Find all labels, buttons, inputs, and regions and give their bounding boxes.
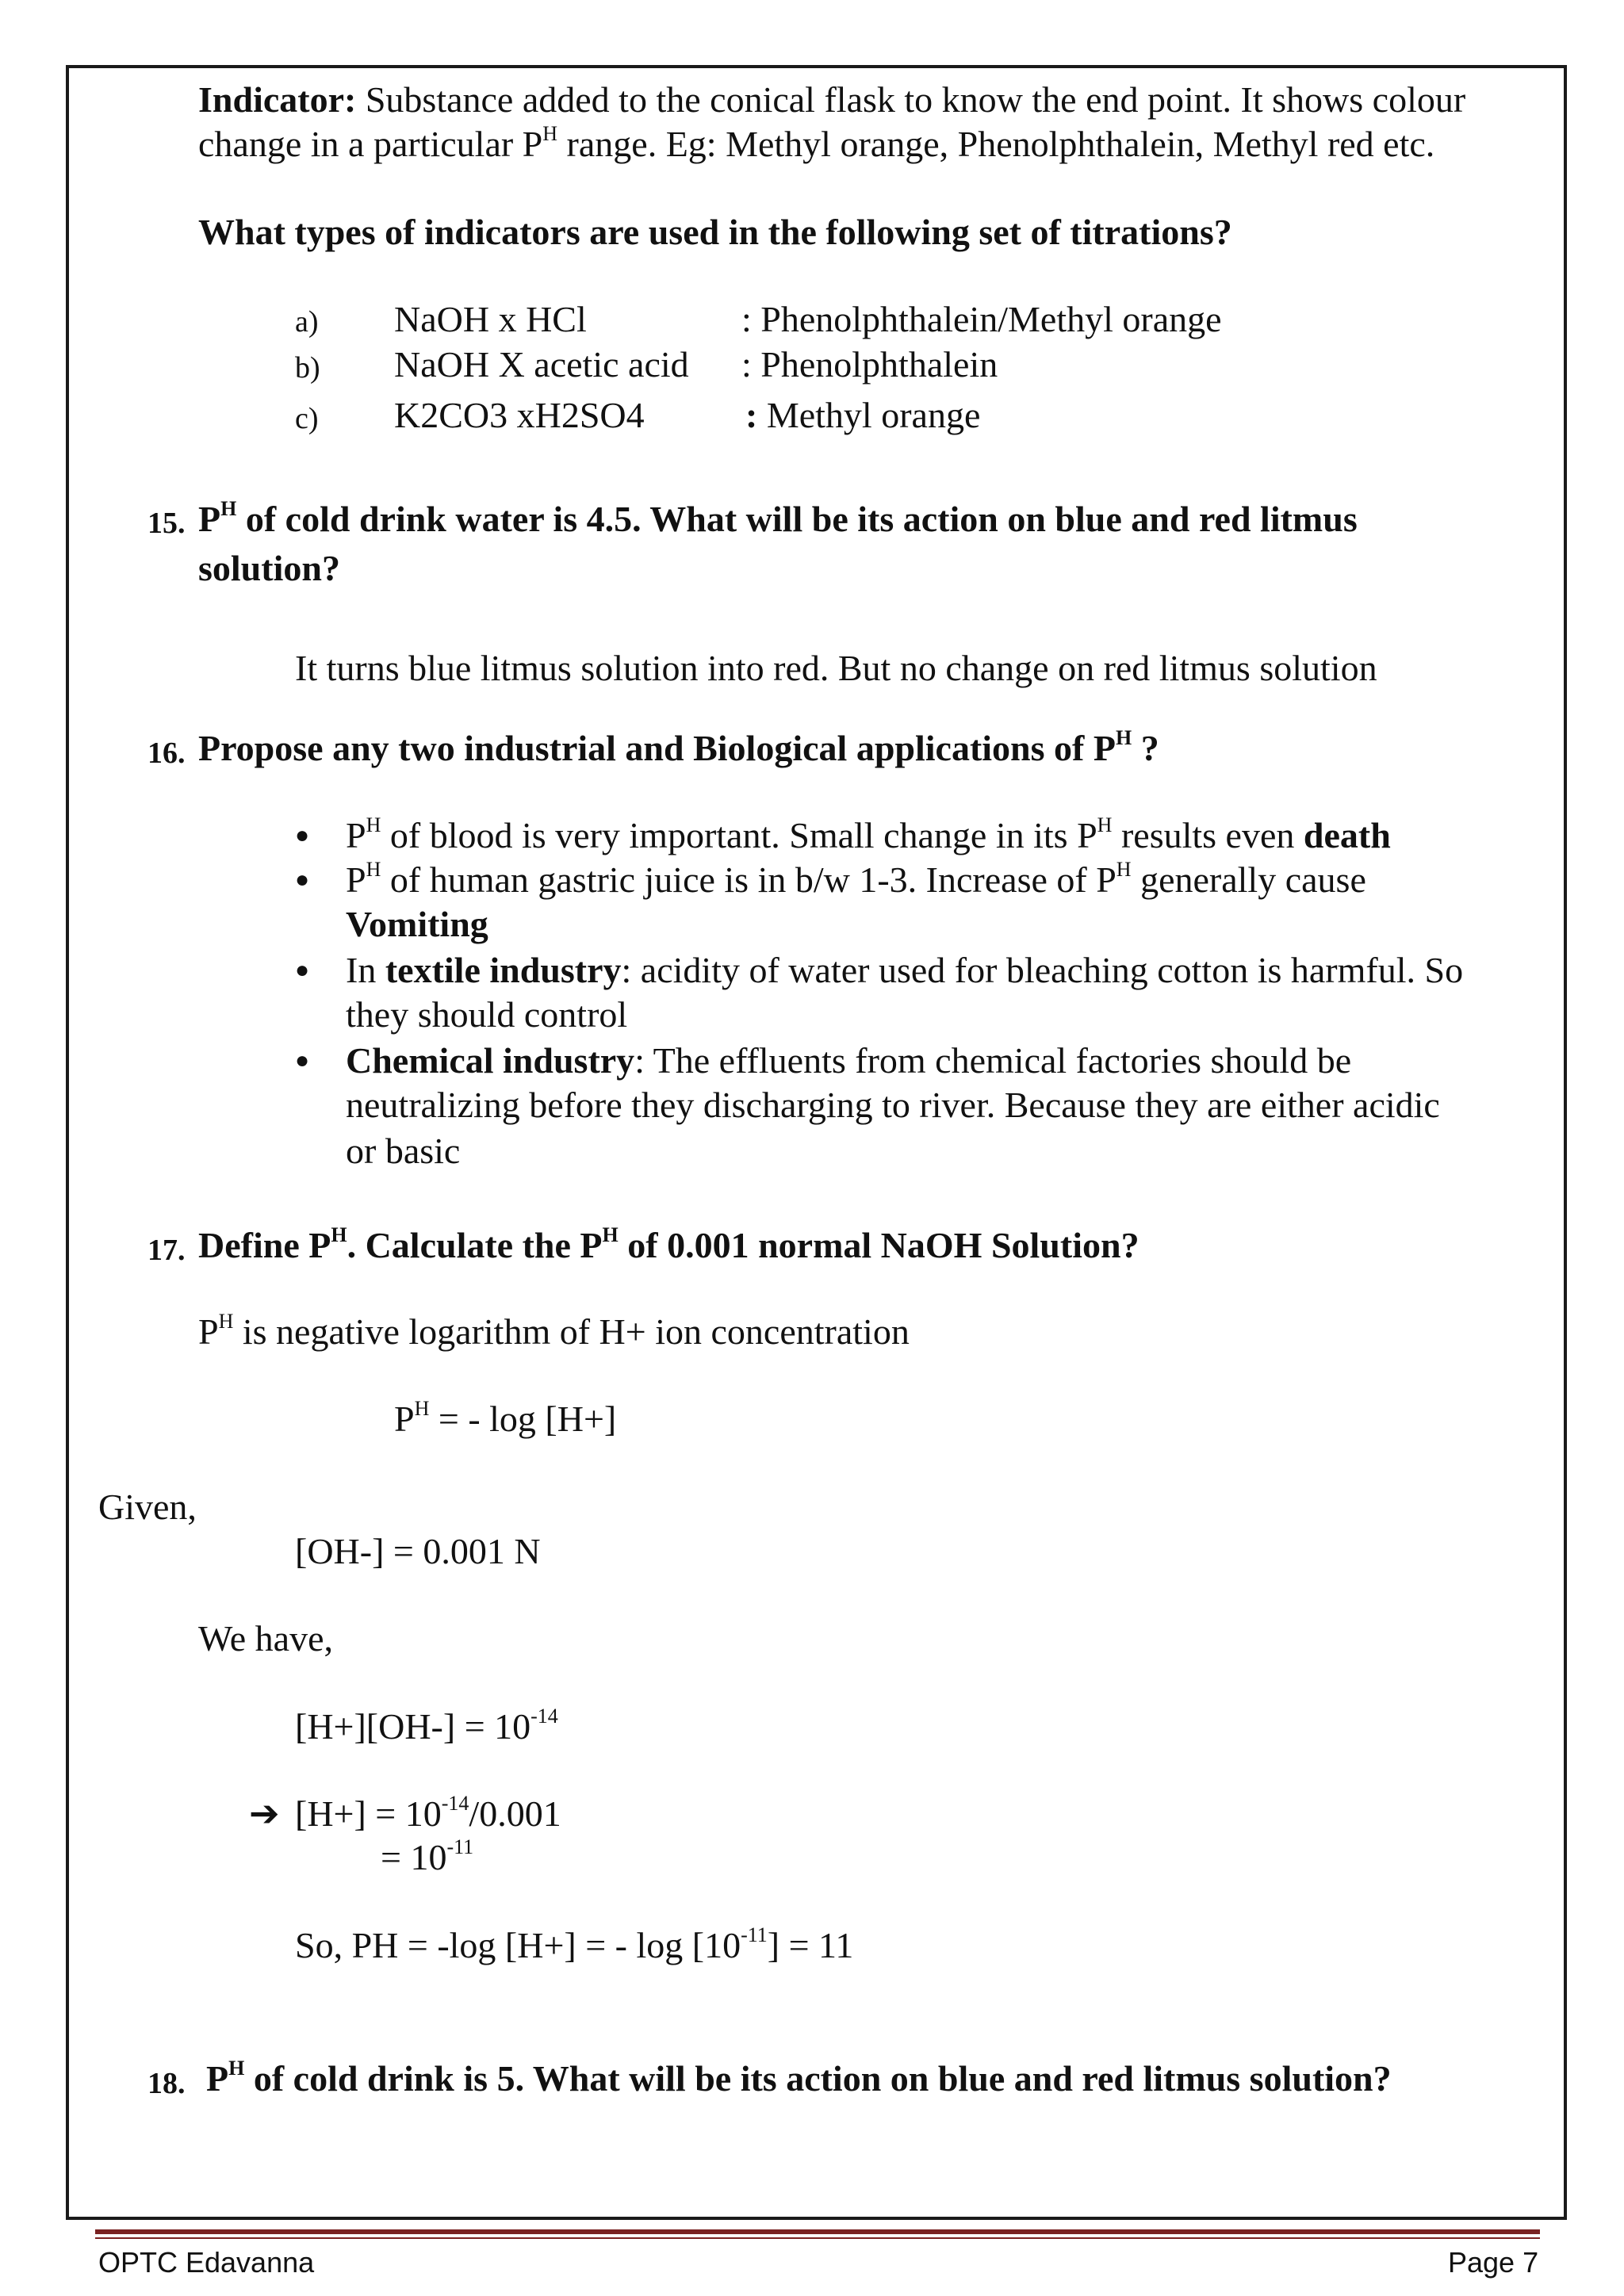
ph-result: So, PH = -log [H+] = - $\log [10^{-11}] = 11$: [295, 1923, 854, 1965]
h-concentration-step-2: = $10^{-11}$: [381, 1835, 474, 1877]
footer-rule-thin: [95, 2237, 1540, 2239]
list-item-continuation: they should control: [346, 994, 628, 1035]
titration-c: K2CO3 xH2SO4: [394, 395, 645, 435]
ionic-product: $[H+][OH-] = 10^{-14}$: [295, 1705, 558, 1747]
question-18: $P^H$ of cold drink is 5. What will be its action on blue and red litmus solution?: [206, 2057, 1392, 2099]
answer-15: It turns blue litmus solution into red. But no change on red litmus solution: [295, 648, 1377, 688]
footer-rule: [95, 2229, 1540, 2234]
indicator-line-1: Indicator: Substance added to the conical flask to know the end point. It shows colour: [198, 79, 1466, 120]
question-16: Propose any two industrial and Biological applications of $P^H$ ?: [198, 726, 1159, 768]
indicator-line-2: change in a particular $P^H$ range. Eg: Methyl orange, Phenolphthalein, Methyl red etc.: [198, 122, 1435, 164]
footer-page-number: Page 7: [1448, 2246, 1539, 2279]
given-oh: [OH-] = 0.001 N: [295, 1531, 541, 1571]
question-number-18: 18.: [147, 2067, 186, 2100]
indicator-question: What types of indicators are used in the following set of titrations?: [198, 212, 1232, 252]
list-item: ● In textile industry: acidity of water used for bleaching cotton is harmful. So: [295, 948, 1463, 993]
list-item-continuation: Vomiting: [346, 904, 488, 944]
indicator-answer-a: : Phenolphthalein/Methyl orange: [741, 299, 1222, 339]
list-item: ● $P^H$ of blood is very important. Small change in its $P^H$ results even death: [295, 813, 1463, 858]
question-15-line-1: $P^H$ of cold drink water is 4.5. What will be its action on blue and red litmus: [198, 497, 1358, 539]
indicator-term: Indicator:: [198, 79, 357, 120]
list-item-continuation: or basic: [346, 1131, 461, 1171]
question-number-17: 17.: [147, 1234, 186, 1267]
question-17: Define $P^H$. Calculate the $P^H$ of 0.001 normal NaOH Solution?: [198, 1223, 1139, 1265]
titration-a: NaOH x HCl: [394, 299, 587, 339]
titration-b: NaOH X acetic acid: [394, 344, 689, 385]
question-number-15: 15.: [147, 507, 186, 540]
arrow-icon: ➔: [249, 1793, 280, 1834]
question-15-line-2: solution?: [198, 548, 340, 588]
h-concentration-step-1: $[H+] = 10^{-14}/0.001$: [295, 1792, 561, 1834]
applications-list: [295, 813, 1463, 1173]
list-item-continuation: neutralizing before they discharging to river. Because they are either acidic: [346, 1085, 1440, 1125]
indicator-answer-b: : Phenolphthalein: [741, 344, 998, 385]
list-label-a: a): [295, 305, 319, 339]
indicator-answer-c: : Methyl orange: [745, 395, 981, 435]
ph-formula: $P^H$ = - log [H+]: [394, 1397, 617, 1439]
footer-institution: OPTC Edavanna: [98, 2246, 315, 2279]
question-number-16: 16.: [147, 737, 186, 770]
list-item: ● Chemical industry: The effluents from chemical factories should be: [295, 1039, 1463, 1083]
given-label: Given,: [98, 1487, 197, 1527]
ph-definition: $P^H$ is negative logarithm of H+ ion concentration: [198, 1310, 910, 1352]
list-label-c: c): [295, 402, 319, 435]
we-have-label: We have,: [198, 1618, 333, 1659]
list-label-b: b): [295, 351, 320, 385]
list-item: ● $P^H$ of human gastric juice is in b/w 1-3. Increase of $P^H$ generally cause: [295, 858, 1463, 902]
